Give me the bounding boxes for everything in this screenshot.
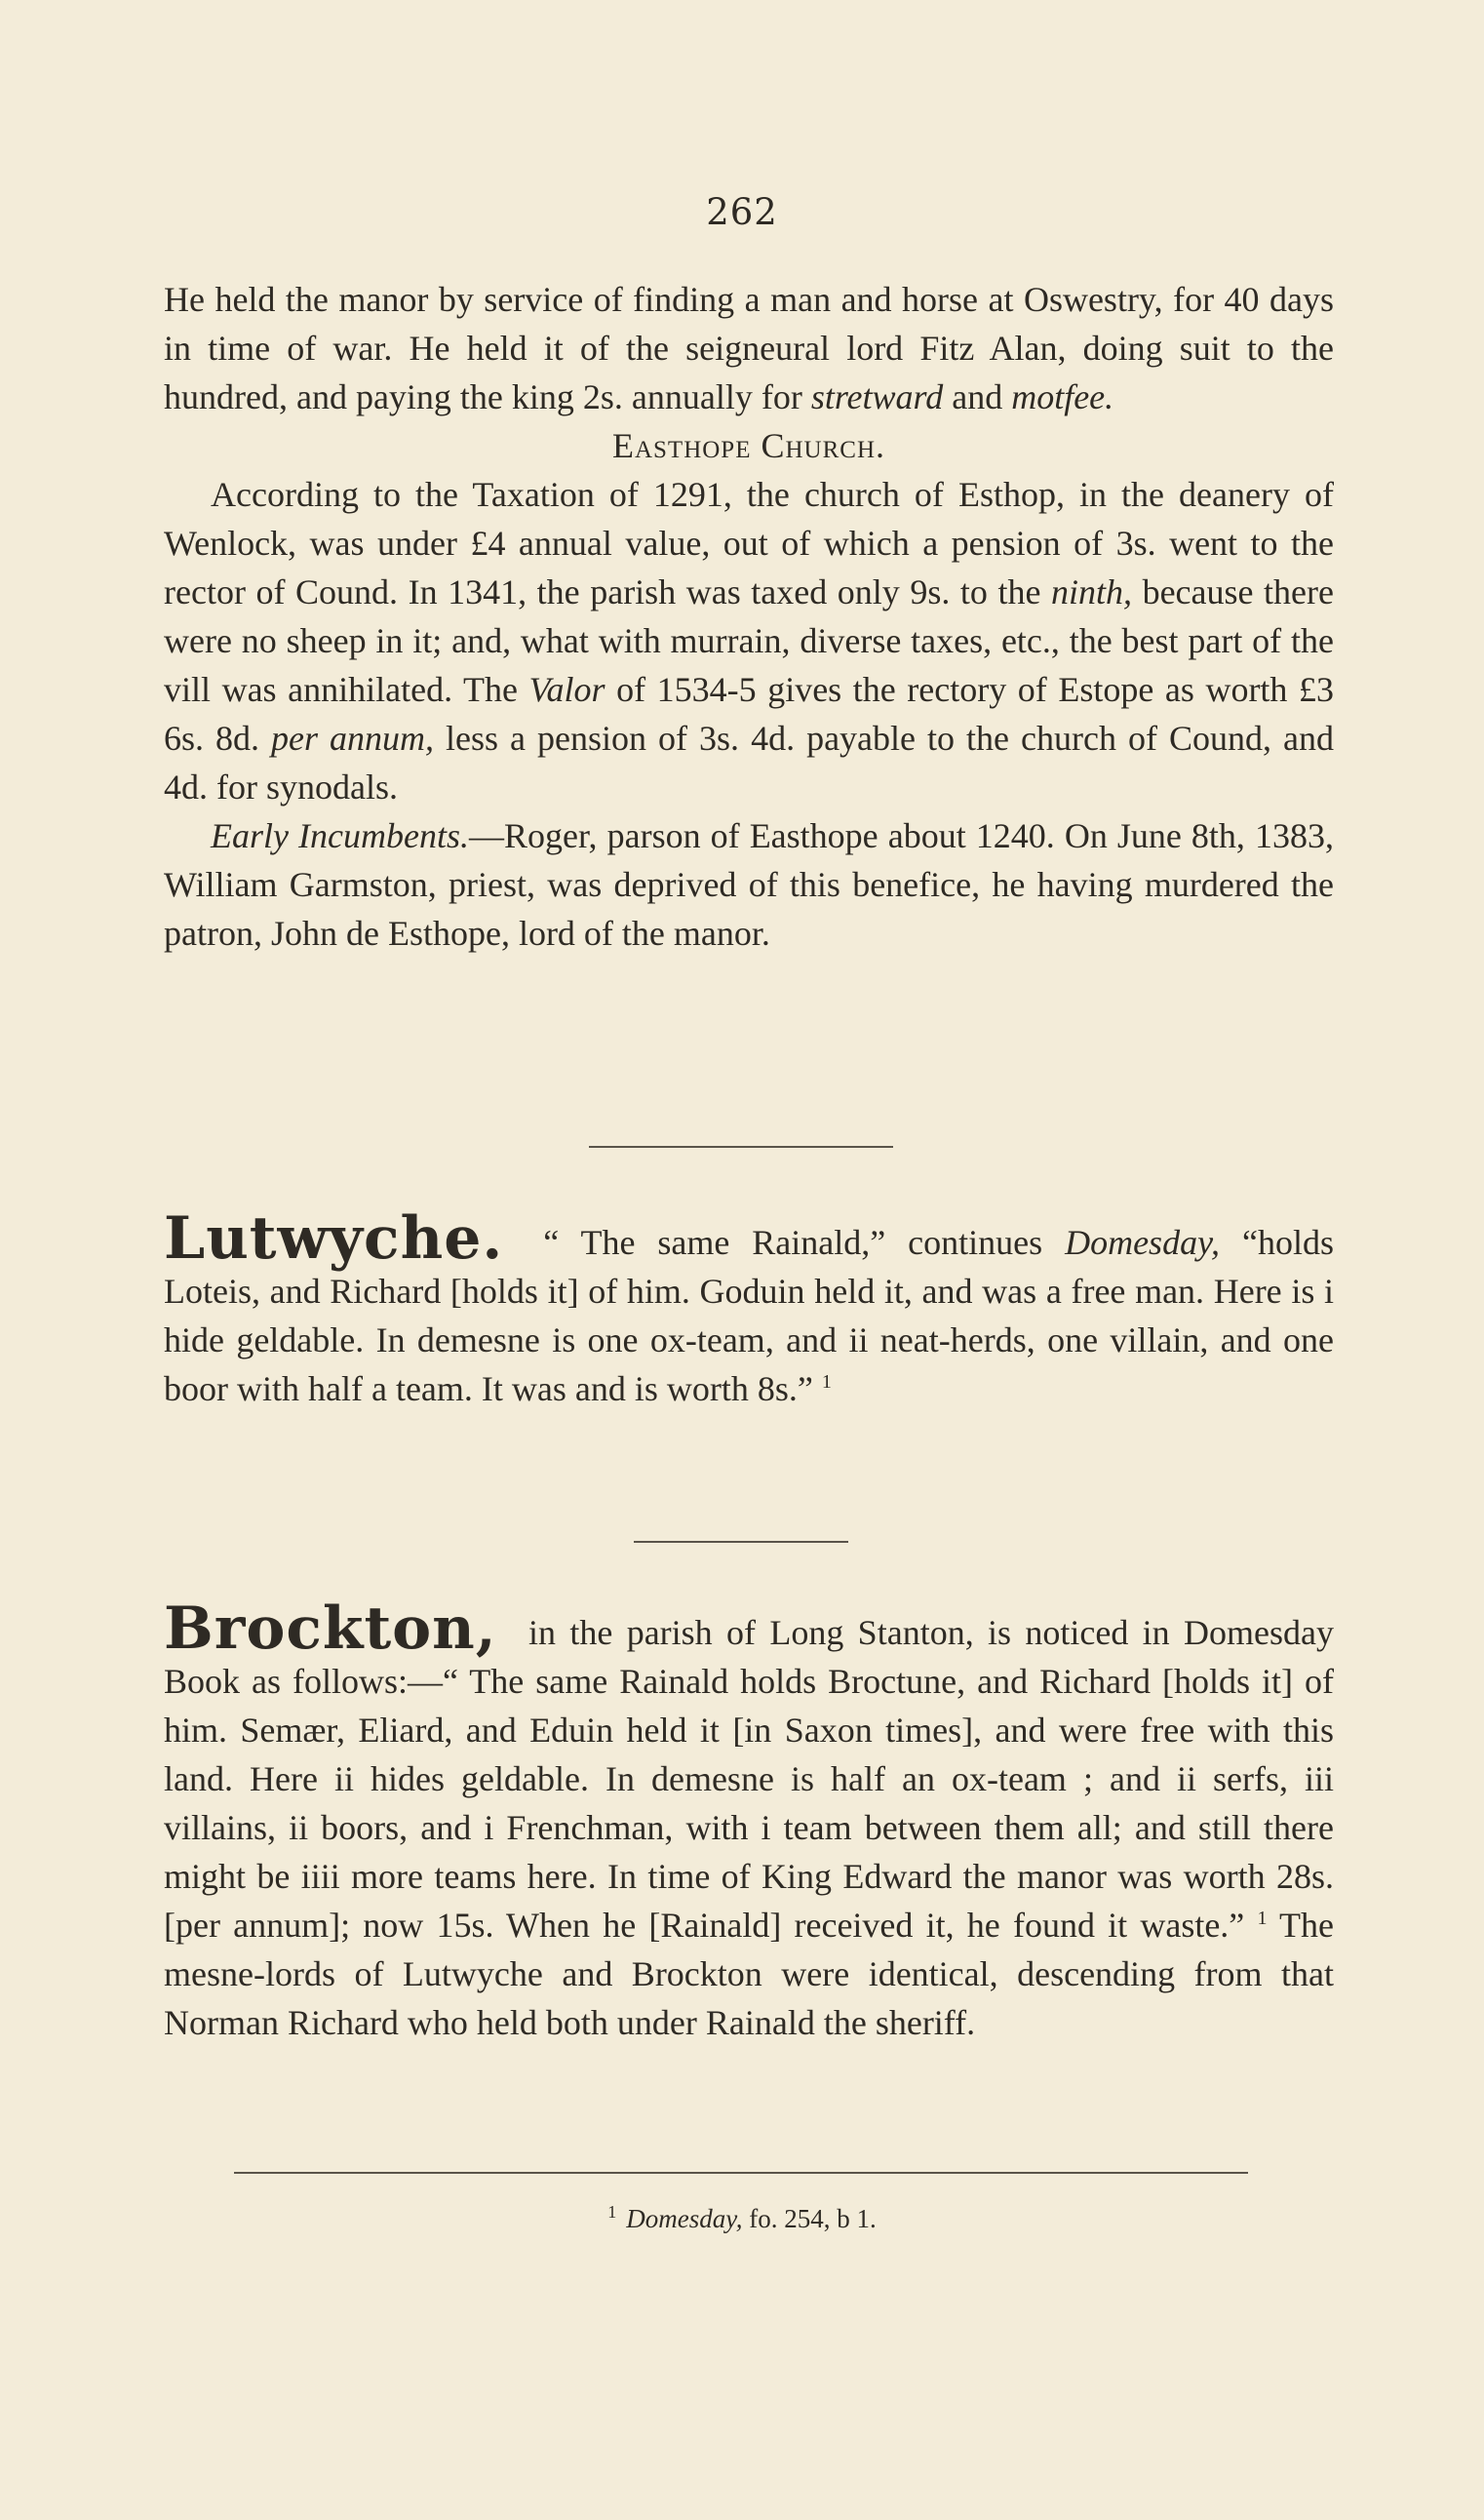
footnote-source: Domesday,: [626, 2204, 743, 2233]
footnote-ref: 1: [821, 1371, 832, 1393]
lead-word-lutwyche: Lutwyche.: [164, 1204, 504, 1273]
section-divider: [589, 1146, 893, 1148]
paragraph-taxation: According to the Taxation of 1291, the church of Esthop, in the deanery of Wenlock, was under £4 annual value, out of which a pension of 3s. went to the rector of Cound. In 1341, the parish was taxed only 9s. to the ninth, because there were no sheep in it; and, what with murrain, diverse taxes, etc., the best part of the vill was annihilated. The Valor of 1534-5 gives the rectory of Estope as worth £3 6s. 8d. per annum, less a pension of 3s. 4d. payable to the church of Cound, and 4d. for synodals.: [164, 475, 1334, 807]
section-lutwyche: [164, 1204, 1334, 1413]
paragraph-early-incumbents: Early Incumbents.—Roger, parson of Easthope about 1240. On June 8th, 1383, William Garmston, priest, was deprived of this benefice, he having murdered the patron, John de Esthope, lord of the manor.: [164, 816, 1334, 953]
section-brockton: [164, 1595, 1334, 2047]
footnote-rule: [234, 2172, 1248, 2174]
footnote-reference: fo. 254, b 1.: [742, 2204, 877, 2233]
paragraph-manor-service: He held the manor by service of finding a man and horse at Oswestry, for 40 days in time of war. He held it of the seigneural lord Fitz Alan, doing suit to the hundred, and paying the king 2s. annually for stretward and motfee.: [164, 280, 1334, 416]
footnote: [0, 2202, 1484, 2234]
paragraph-lutwyche: Lutwyche. “ The same Rainald,” continues Domesday, “holds Loteis, and Richard [holds it] of him. Goduin held it, and was a free man. Here is i hide geldable. In demesne is one ox-team, and ii neat-herds, one villain, and one boor with half a team. It was and is worth 8s.” $^1$: [164, 1204, 1334, 1408]
section-divider: [634, 1541, 848, 1543]
footnote-mark: 1: [607, 2202, 617, 2222]
paragraph-brockton: Brockton, in the parish of Long Stanton, is noticed in Domesday Book as follows:—“ The same Rainald holds Broctune, and Richard [holds it] of him. Semær, Eliard, and Eduin held it [in Saxon times], and were free with this land. Here ii hides geldable. In demesne is half an ox-team ; and ii serfs, iii villains, ii boors, and i Frenchman, with i team between them all; and still there might be iiii more teams here. In time of King Edward the manor was worth 28s. [per annum]; now 15s. When he [Rainald] received it, he found it waste.” $^1$ The mesne-lords of Lutwyche and Brockton were identical, descending from that Norman Richard who held both under Rainald the sheriff.: [164, 1595, 1334, 2042]
footnote-ref: 1: [1257, 1908, 1268, 1929]
lead-word-brockton: Brockton,: [164, 1595, 497, 1663]
page-number: 262: [706, 191, 778, 233]
heading-easthope-church: Easthope Church.: [611, 426, 886, 465]
section-easthope: [164, 275, 1334, 958]
